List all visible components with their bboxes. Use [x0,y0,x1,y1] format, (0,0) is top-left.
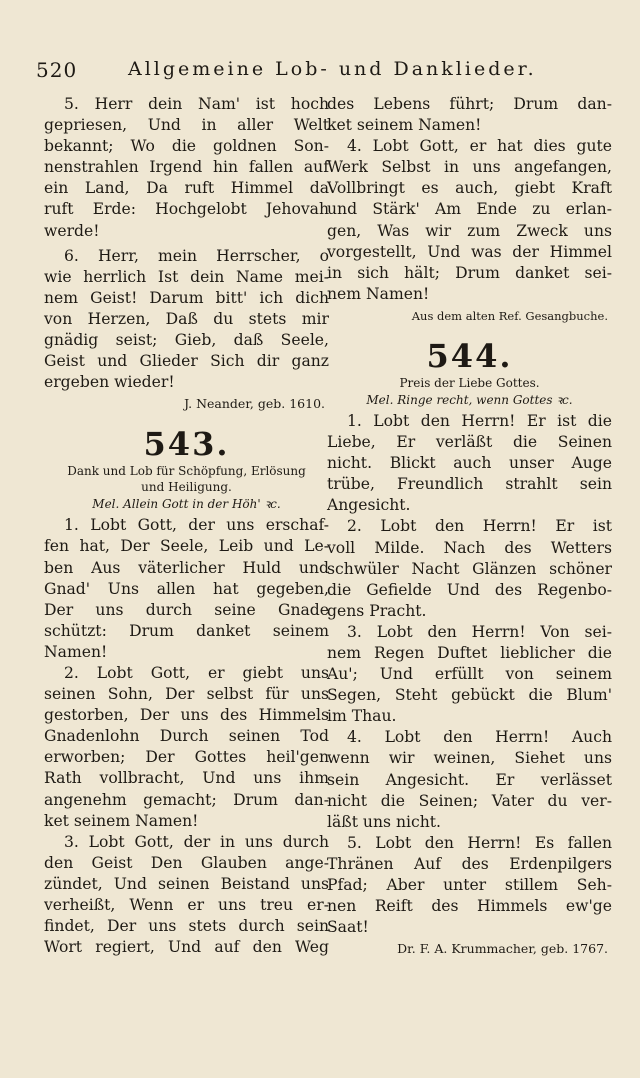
text-line: und Stärk' Am Ende zu erlan- [327,200,612,219]
text-line: ruft Erde: Hochgelobt Jehovah [44,200,329,219]
text-line: im Thau. [327,707,397,726]
hymn-title: und Heiligung. [141,480,232,495]
text-line: nem Regen Duftet lieblicher die [327,643,612,662]
text-line: 5. Lobt den Herrn! Es fallen [347,833,612,852]
text-line: wie herrlich Ist dein Name mei- [44,267,329,286]
text-line: gestorben, Der uns des Himmels [44,706,329,725]
text-line: wenn wir weinen, Siehet uns [327,749,612,768]
hymn-number: 543. [143,425,230,464]
text-line: erworben; Der Gottes heil'gen [44,748,329,767]
text-line: nenstrahlen Irgend hin fallen auf [44,158,329,177]
verse-6 [44,246,329,394]
text-line: werde! [44,221,100,240]
text-line: Thränen Auf des Erdenpilgers [327,854,612,873]
author-credit: J. Neander, geb. 1610. [184,396,325,412]
text-line: 3. Lobt Gott, der in uns durch [64,832,329,851]
text-line: gens Pracht. [327,601,427,620]
left-column [44,94,329,958]
hymn-544-text [327,411,612,938]
text-line: nen Reift des Himmels ew'ge [327,897,612,916]
running-title: Allgemeine Lob- und Danklieder. [128,58,537,80]
text-line: schwüler Nacht Glänzen schöner [327,559,612,578]
text-line: Vollbringt es auch, giebt Kraft [327,179,612,198]
text-line: nem Geist! Darum bitt' ich dich [44,288,329,307]
text-line: fen hat, Der Seele, Leib und Le- [44,537,329,556]
text-line: 4. Lobt den Herrn! Auch [347,728,612,747]
hymn-title: Preis der Liebe Gottes. [399,375,540,390]
text-line: Geist und Glieder Sich dir ganz [44,352,329,371]
hymn-number: 544. [426,336,513,375]
text-line: Segen, Steht gebückt die Blum' [327,686,612,705]
text-line: ein Land, Da ruft Himmel da [44,179,329,198]
text-line: ergeben wieder! [44,373,175,392]
text-line: Pfad; Aber unter stillem Seh- [327,876,612,894]
text-line: verheißt, Wenn er uns treu er- [44,896,329,914]
text-line: schützt: Drum danket seinem [44,621,329,640]
text-line: 4. Lobt Gott, er hat dies gute [347,137,612,156]
hymn-title: Dank und Lob für Schöpfung, Erlösung [67,464,306,479]
text-line: 2. Lobt Gott, er giebt uns [64,663,329,682]
text-line: findet, Der uns stets durch sein [44,917,329,936]
text-line: gepriesen, Und in aller Welt [44,116,329,135]
text-line: sein Angesicht. Er verlässet [327,770,612,789]
text-line: 1. Lobt Gott, der uns erschaf- [64,516,329,535]
text-line: Liebe, Er verläßt die Seinen [327,433,612,452]
text-line: Namen! [44,642,108,661]
text-line: Saat! [327,918,369,937]
text-line: nicht. Blickt auch unser Auge [327,454,612,473]
text-line: zündet, Und seinen Beistand uns [44,874,329,893]
text-line: des Lebens führt; Drum dan- [327,95,612,113]
text-line: seinen Sohn, Der selbst für uns [44,685,329,704]
text-line: Angesicht. [327,496,411,515]
text-line: 3. Lobt den Herrn! Von sei- [347,622,612,641]
melody-line: Mel. Allein Gott in der Höh' ꝛc. [92,497,281,512]
text-line: gnädig seist; Gieb, daß Seele, [44,331,329,350]
verse-5-continued [44,94,329,242]
text-line: trübe, Freundlich strahlt sein [327,475,612,494]
text-line: Der uns durch seine Gnade [44,600,329,619]
source-credit: Aus dem alten Ref. Gesangbuche. [411,308,608,323]
text-line: vorgestellt, Und was der Himmel [327,242,612,261]
page-number: 520 [36,58,78,82]
text-line: gen, Was wir zum Zweck uns [327,221,612,240]
text-line: nem Namen! [327,284,430,303]
text-line: Gnad' Uns allen hat gegeben, [44,579,329,598]
author-credit: Dr. F. A. Krummacher, geb. 1767. [397,941,608,957]
text-line: voll Milde. Nach des Wetters [327,538,612,557]
text-line: 2. Lobt den Herrn! Er ist [347,517,612,536]
text-line: Werk Selbst in uns angefangen, [327,158,612,177]
text-line: bekannt; Wo die goldnen Son- [44,137,329,156]
hymn-543-text [44,515,329,958]
text-line: in sich hält; Drum danket sei- [327,263,612,282]
melody-line: Mel. Ringe recht, wenn Gottes ꝛc. [366,392,573,407]
page-header [36,58,596,88]
text-line: den Geist Den Glauben ange- [44,853,329,872]
text-line: von Herzen, Daß du stets mir [44,309,329,328]
text-line: ket seinem Namen! [44,811,199,830]
text-line: nicht die Seinen; Vater du ver- [327,791,612,810]
text-line: die Gefielde Und des Regenbo- [327,580,612,599]
text-line: ben Aus väterlicher Huld und [44,558,329,577]
text-line: angenehm gemacht; Drum dan- [44,790,329,809]
text-line: Gnadenlohn Durch seinen Tod [44,727,329,746]
text-line: Wort regiert, Und auf den Weg [44,938,329,957]
right-column [327,94,612,960]
text-line: ket seinem Namen! [327,116,482,135]
hymn-543-continued [327,94,612,305]
text-line: 5. Herr dein Nam' ist hoch [64,95,329,113]
text-line: Rath vollbracht, Und uns ihm [44,769,329,788]
text-line: 6. Herr, mein Herrscher, o [64,246,329,265]
text-line: läßt uns nicht. [327,812,441,831]
text-line: 1. Lobt den Herrn! Er ist die [347,411,612,430]
text-line: Au'; Und erfüllt von seinem [327,665,612,684]
